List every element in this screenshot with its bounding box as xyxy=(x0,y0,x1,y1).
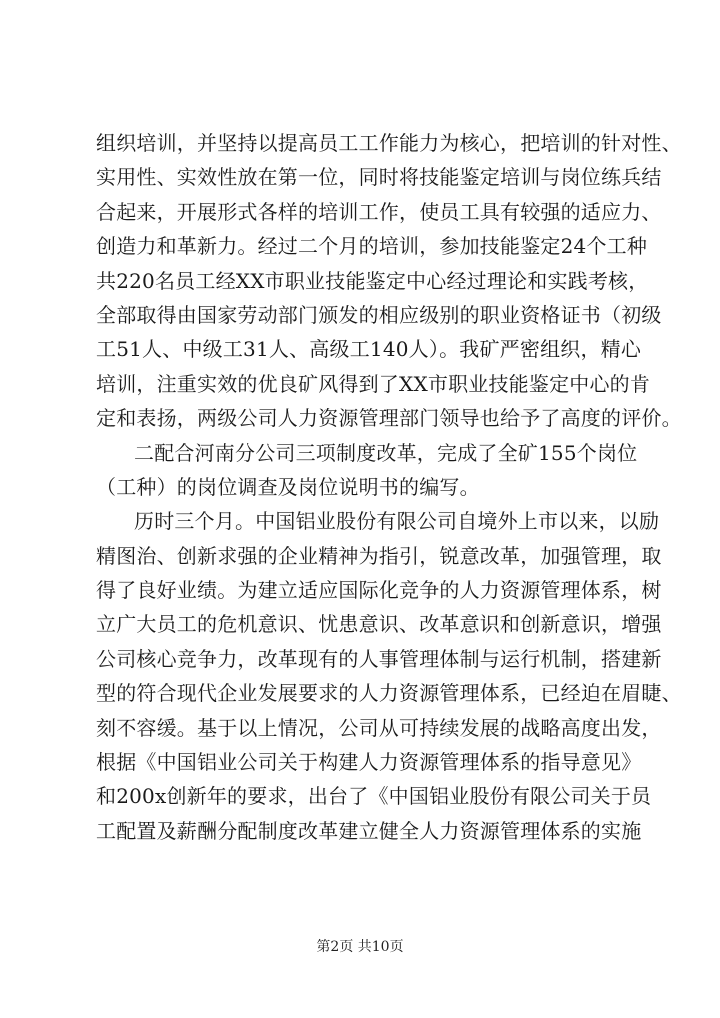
text-line: 刻不容缓。基于以上情况，公司从可持续发展的战略高度出发， xyxy=(96,715,662,740)
text-line: 得了良好业绩。为建立适应国际化竞争的人力资源管理体系，树 xyxy=(96,578,662,603)
page-number-footer: 第2页 共10页 xyxy=(316,939,404,955)
text-line: 和200x创新年的要求，出台了《中国铝业股份有限公司关于员 xyxy=(96,784,652,809)
text-line: 培训，注重实效的优良矿风得到了XX市职业技能鉴定中心的肯 xyxy=(96,371,651,396)
text-line: 组织培训，并坚持以提高员工工作能力为核心，把培训的针对性、 xyxy=(96,131,682,155)
text-line: 工配置及薪酬分配制度改革建立健全人力资源管理体系的实施 xyxy=(96,818,642,843)
text-line: 二配合河南分公司三项制度改革，完成了全矿155个岗位 xyxy=(134,440,638,465)
body-text xyxy=(96,126,682,848)
text-line: 工51人、中级工31人、高级工140人）。我矿严密组织，精心 xyxy=(96,337,642,362)
text-line: 定和表扬，两级公司人力资源管理部门领导也给予了高度的评价。 xyxy=(96,406,682,431)
text-line: 共220名员工经XX市职业技能鉴定中心经过理论和实践考核， xyxy=(96,268,649,293)
text-line: 合起来，开展形式各样的培训工作，使员工具有较强的适应力、 xyxy=(96,199,662,224)
text-line: 全部取得由国家劳动部门颁发的相应级别的职业资格证书（初级 xyxy=(96,302,662,327)
text-line: 公司核心竞争力，改革现有的人事管理体制与运行机制，搭建新 xyxy=(96,646,662,671)
text-line: 根据《中国铝业公司关于构建人力资源管理体系的指导意见》 xyxy=(96,750,642,775)
text-line: 型的符合现代企业发展要求的人力资源管理体系，已经迫在眉睫、 xyxy=(96,681,682,706)
text-line: 精图治、创新求强的企业精神为指引，锐意改革，加强管理，取 xyxy=(96,543,662,568)
text-line: 实用性、实效性放在第一位，同时将技能鉴定培训与岗位练兵结 xyxy=(96,165,662,190)
text-line: 历时三个月。中国铝业股份有限公司自境外上市以来，以励 xyxy=(134,509,660,534)
text-line: （工种）的岗位调查及岗位说明书的编写。 xyxy=(96,474,480,499)
text-line: 创造力和革新力。经过二个月的培训，参加技能鉴定24个工种 xyxy=(96,234,648,259)
text-line: 立广大员工的危机意识、忧患意识、改革意识和创新意识，增强 xyxy=(96,612,662,637)
